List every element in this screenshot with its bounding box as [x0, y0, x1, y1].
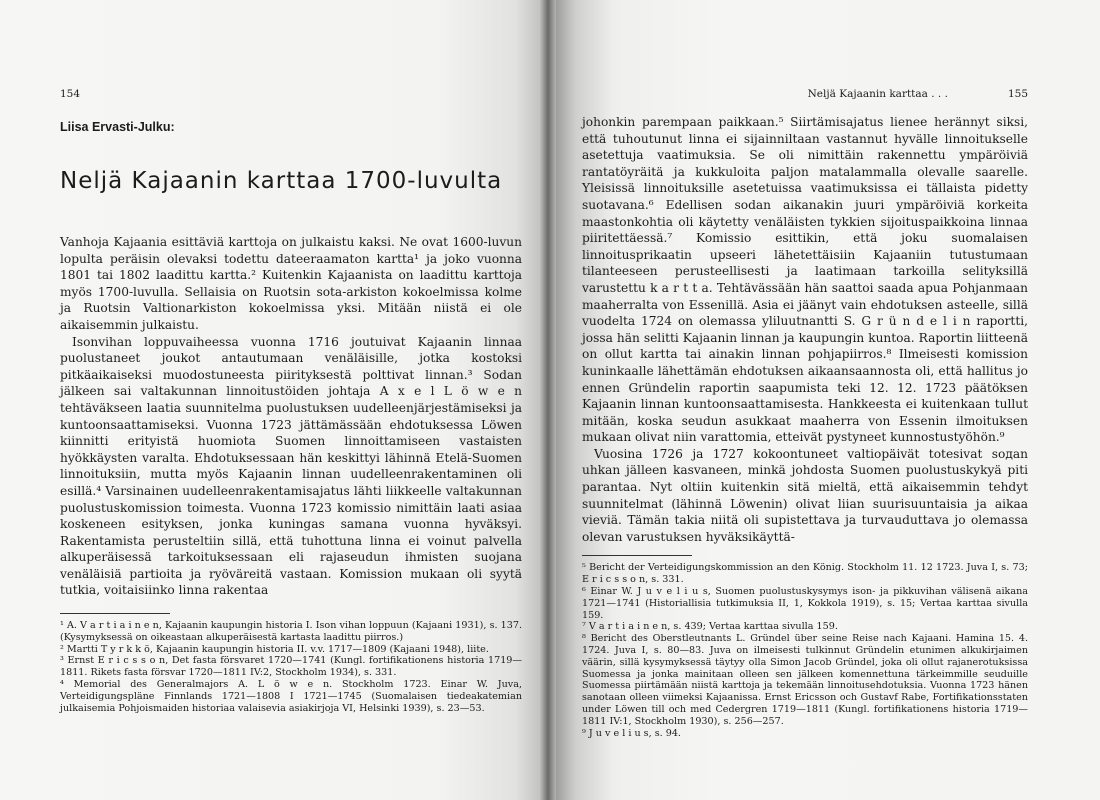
left-page-number: 154: [60, 88, 81, 100]
footnote-9: ⁹ J u v e l i u s, s. 94.: [582, 727, 681, 739]
running-title: Neljä Kajaanin karttaa . . .: [807, 88, 948, 100]
right-footnotes: [582, 555, 1028, 739]
footnote-2: ² Martti T y r k k ö, Kajaanin kaupungin historia II. v.v. 1717—1809 (Kajaani 1948), liite.: [60, 643, 489, 655]
book-gutter: [540, 0, 556, 800]
right-paragraph-1: johonkin parempaan paikkaan.⁵ Siirtämisajatus lienee herännyt siksi, että tuhoutunut linna ei sijainniltaan vastannut hyvälle linnoitukselle asetettuja vaatimuksia. Se oli nimittäin rakennettu ympäröiviä rantatöyräitä ja kukkuloita paljon matalammalla olevalle saarelle. Yleisissä linnoituksille asetetuissa vaatimuksissa ei tällaista pidetty suotavana.⁶ Edellisen sodan aikanakin juuri ympäröiviä korkeita maastonkohtia oli käytetty venäläisten tykkien sijoituspaikkoina linnaa piiritettäessä.⁷ Komissio esittikin, että joku suomalaisen linnoitusprikaatin upseeri lähetettäisiin Kajaaniin tutustumaan tilanteeseen perusteellisesti ja laatimaan tarkoilla selityksillä varustettu k a r t t a. Tehtävässään hän saattoi saada apua Pohjanmaan maaherralta von Essenillä. Asia ei jäänyt vain ehdotuksen asteelle, sillä vuodelta 1724 on olemassa yliluutnantti S. G r ü n d e l i n raportti, jossa hän selitti Kajaanin linnan ja kaupungin kuntoa. Raportin liitteenä on ollut kartta tai ainakin linnan pohjapiirros.⁸ Ilmeisesti komission kuninkaalle lähettämän ehdotuksen aikaansaannosta oli, että hallitus jo ennen Gründelin raportin saapumista teki 12. 12. 1723 päätöksen Kajaanin linnan kuntoonsaattamisesta. Hankkeesta ei kuitenkaan tullut mitään, koska seudun asukkaat maaherra von Essenin ilmoituksen mukaan olivat niin varattomia, etteivät pystyneet kunnostustyöhön.⁹: [582, 115, 1028, 445]
left-running-head: [60, 88, 522, 104]
footnote-rule: [582, 555, 692, 556]
article-author: Liisa Ervasti-Julku:: [60, 120, 175, 134]
left-paragraph-2: Isonvihan loppuvaiheessa vuonna 1716 joutuivat Kajaanin linnaa puolustaneet joukot antautumaan venäläisille, jotka kostoksi pitkäaikaiseksi muodostuneesta piirityksestä polttivat linnan.³ Sodan jälkeen sai valtakunnan linnoitustöiden johtaja A x e l L ö w e n tehtäväkseen laatia suunnitelma puolustuksen uudelleenjärjestämiseksi ja kuntoonsaattamiseksi. Vuonna 1723 jättämässään ehdotuksessa Löwen kiinnitti erityistä huomiota Suomen linnoittamiseen vastaisten hyökkäysten varalta. Ehdotuksessaan hän keskittyi lähinnä Etelä-Suomen linnoituksiin, mutta myös Kajaanin linnan uudelleenrakentaminen oli esillä.⁴ Varsinainen uudelleenrakentamisajatus lähti liikkeelle valtakunnan puolustuskomission toimesta. Vuonna 1723 komissio nimittäin laati asiaa koskeneen esityksen, jonka kuningas samana vuonna hyväksyi. Rakentamista perusteltiin sillä, että tuhottuna linna ei voinut palvella alkuperäisessä tarkoituksessaan eli rajaseudun ihmisten suojana venäläisiä partioita ja ryöväreitä vastaan. Komission mukaan oli syytä tutkia, voitaisiinko linna rakentaa: [60, 334, 522, 598]
article-title: Neljä Kajaanin karttaa 1700-luvulta: [60, 168, 503, 194]
footnote-3: ³ Ernst E r i c s s o n, Det fasta försvaret 1720—1741 (Kungl. fortifikationens historia 1719—1811. Rikets fasta försvar 1720—1811 IV:2, Stockholm 1934), s. 331.: [60, 655, 522, 679]
footnote-1: ¹ A. V a r t i a i n e n, Kajaanin kaupungin historia I. Ison vihan loppuun (Kajaani 1931), s. 137. (Kysymyksessä on oikeastaan alkuperäisestä kartasta laadittu piirros.): [60, 620, 522, 643]
right-page-number: 155: [1007, 88, 1028, 100]
footnote-5: ⁵ Bericht der Verteidigungskommission an den König. Stockholm 11. 12 1723. Juva I, s. 73; E r i c s s o n, s. 331.: [582, 562, 1028, 586]
right-running-head: [582, 88, 1028, 104]
right-page: [548, 0, 1100, 800]
left-footnotes: [60, 613, 522, 714]
left-body: [60, 234, 522, 599]
right-body: [582, 114, 1028, 545]
footnote-8: ⁸ Bericht des Oberstleutnants L. Gründel über seine Reise nach Kajaani. Hamina 15. 4. 1724. Juva I, s. 80—83. Juva on ilmeisesti tulkinnut Gründelin etunimen alkukirjaimen väärin, sillä kysymyksessä täytyy olla Simon Jacob Gründel, joka oli ollut rajanerotuksissa Suomessa ja jonka mainitaan olleen sen jälkeen komennettuna tärkeimmille seuduille Suomessa piirtämään niistä karttoja ja tekemään linnoitusehdotuksia. Vuonna 1723 hänen sanotaan olleen viimeksi Kajaanissa. Ernst Ericsson och Gustavf Rabe, Fortifikationsstaten under Löwen till och med Cedergren 1719—1811 (Kungl. fortifikationens historia 1719—1811 IV:1, Stockholm 1930), s. 256—257.: [582, 633, 1028, 727]
footnote-7: ⁷ V a r t i a i n e n, s. 439; Vertaa karttaa sivulla 159.: [582, 621, 838, 633]
left-page: [0, 0, 548, 800]
right-paragraph-2: Vuosina 1726 ja 1727 kokoontuneet valtiopäivät totesivat soдan uhkan jälleen kasvaneen, minkä johdosta Suomen puolustuskykyä piti parantaa. Nyt oltiin kuitenkin sitä mieltä, että aikaisemmin tehdyt suunnitelmat (lähinnä Löwenin) olivat liian suurisuuntaisia ja aikaa vieviä. Tämän takia niitä oli supistettava ja turvauduttava jo olemassa olevan varustuksen hyväksikäyttä-: [582, 446, 1028, 544]
footnote-6: ⁶ Einar W. J u v e l i u s, Suomen puolustuskysymys ison- ja pikkuvihan välisenä aikana 1721—1741 (Historiallisia tutkimuksia II, 1, Kokkola 1919), s. 15; Vertaa karttaa sivulla 159.: [582, 586, 1028, 621]
footnote-rule: [60, 613, 170, 614]
left-paragraph-1: Vanhoja Kajaania esittäviä karttoja on julkaistu kaksi. Ne ovat 1600-luvun lopulta peräisin olevaksi todettu dateeraamaton kartta¹ ja joko vuonna 1801 tai 1802 laadittu kartta.² Kuitenkin Kajaanista on laadittu karttoja myös 1700-luvulla. Sellaisia on Ruotsin sota-arkiston kokoelmissa kolme ja Ruotsin Valtionarkiston kokoelmissa yksi. Mitään niistä ei ole aikaisemmin julkaistu.: [60, 235, 522, 332]
footnote-4: ⁴ Memorial des Generalmajors A. L ö w e n. Stockholm 1723. Einar W. Juva, Verteidigungspläne Finnlands 1721—1808 I 1721—1745 (Suomalaisen tiedeakatemian julkaisemia Pohjoismaiden historiaa valaisevia asiakirjoja VI, Helsinki 1939), s. 23—53.: [60, 679, 522, 714]
